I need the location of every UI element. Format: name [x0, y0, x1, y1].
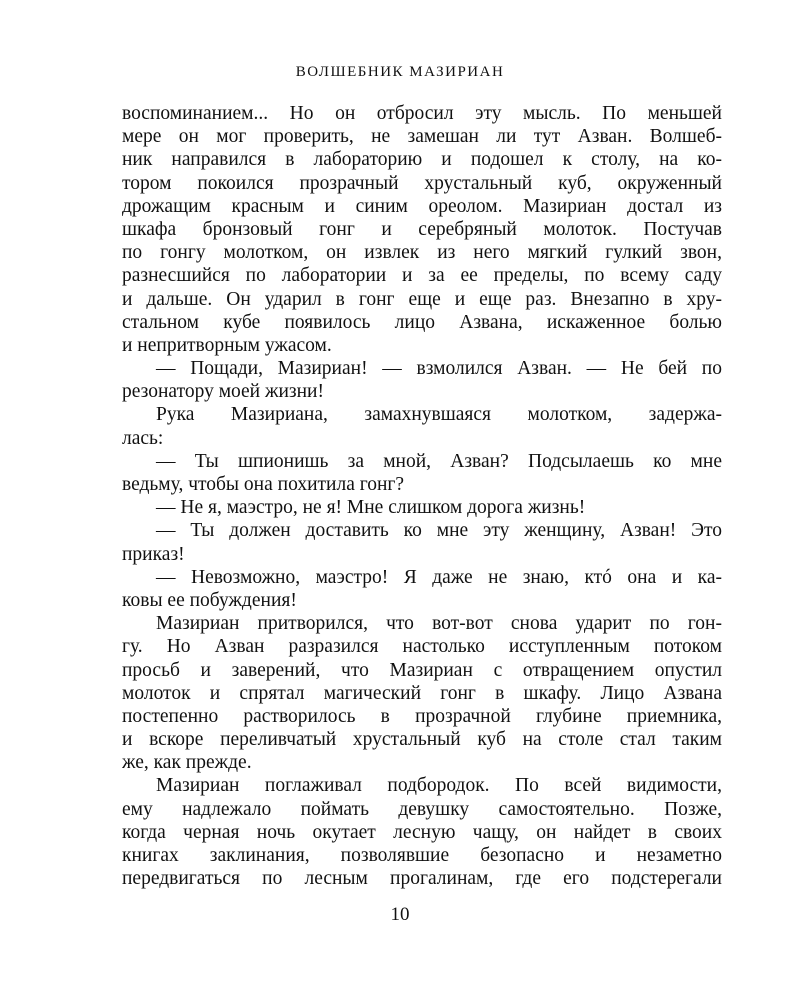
body-text: [122, 102, 722, 890]
text-line: — Невозможно, маэстро! Я даже не знаю, ктó она и ка-: [156, 566, 722, 588]
text-line: гу. Но Азван разразился настолько исступленным потоком: [122, 636, 722, 658]
text-line: ему надлежало поймать девушку самостоятельно. Позже,: [122, 798, 722, 820]
text-line: — Ты должен доставить ко мне эту женщину, Азван! Это: [156, 520, 722, 542]
text-line: разнесшийся по лаборатории и за ее пределы, по всему саду: [122, 265, 722, 287]
text-line: по гонгу молотком, он извлек из него мягкий гулкий звон,: [122, 242, 722, 264]
text-line: и дальше. Он ударил в гонг еще и еще раз. Внезапно в хру-: [122, 288, 722, 310]
text-line: — Ты шпионишь за мной, Азван? Подсылаешь ко мне: [156, 450, 722, 472]
text-line: постепенно растворилось в прозрачной глубине приемника,: [122, 705, 722, 727]
text-line: шкафа бронзовый гонг и серебряный молоток. Постучав: [122, 218, 722, 240]
text-line: дрожащим красным и синим ореолом. Мазириан достал из: [122, 195, 722, 217]
text-line: просьб и заверений, что Мазириан с отвращением опустил: [122, 659, 722, 681]
text-line: же, как прежде.: [122, 752, 252, 774]
text-line: воспоминанием... Но он отбросил эту мысль. По меньшей: [122, 103, 722, 124]
text-line: приказ!: [122, 543, 185, 565]
text-line: тором покоился прозрачный хрустальный куб, окруженный: [122, 172, 722, 194]
text-line: передвигаться по лесным прогалинам, где его подстерегали: [122, 868, 722, 890]
text-line: лась:: [122, 427, 164, 449]
text-line: резонатору моей жизни!: [122, 381, 324, 403]
text-line: Рука Мазириана, замахнувшаяся молотком, задержа-: [156, 404, 722, 426]
page-number: 10: [390, 904, 410, 925]
text-line: стальном кубе появилось лицо Азвана, искаженное болью: [122, 311, 722, 333]
text-line: Мазириан поглаживал подбородок. По всей видимости,: [156, 775, 722, 797]
text-line: когда черная ночь окутает лесную чащу, он найдет в своих: [122, 821, 722, 843]
text-line: ведьму, чтобы она похитила гонг?: [122, 474, 405, 495]
text-line: ковы ее побуждения!: [122, 589, 297, 611]
running-header: ВОЛШЕБНИК МАЗИРИАН: [295, 64, 505, 80]
text-line: книгах заклинания, позволявшие безопасно и незаметно: [122, 845, 722, 866]
text-line: — Не я, маэстро, не я! Мне слишком дорога жизнь!: [156, 497, 586, 519]
text-line: — Пощади, Мазириан! — взмолился Азван. — Не бей по: [156, 358, 722, 380]
text-line: мере он мог проверить, не замешан ли тут Азван. Волшеб-: [122, 126, 722, 148]
text-line: молоток и спрятал магический гонг в шкафу. Лицо Азвана: [122, 682, 722, 704]
text-line: и вскоре переливчатый хрустальный куб на столе стал таким: [122, 729, 722, 751]
text-line: ник направился в лабораторию и подошел к столу, на ко-: [122, 149, 722, 171]
text-line: Мазириан притворился, что вот-вот снова ударит по гон-: [156, 613, 722, 635]
text-line: и непритворным ужасом.: [122, 334, 332, 356]
